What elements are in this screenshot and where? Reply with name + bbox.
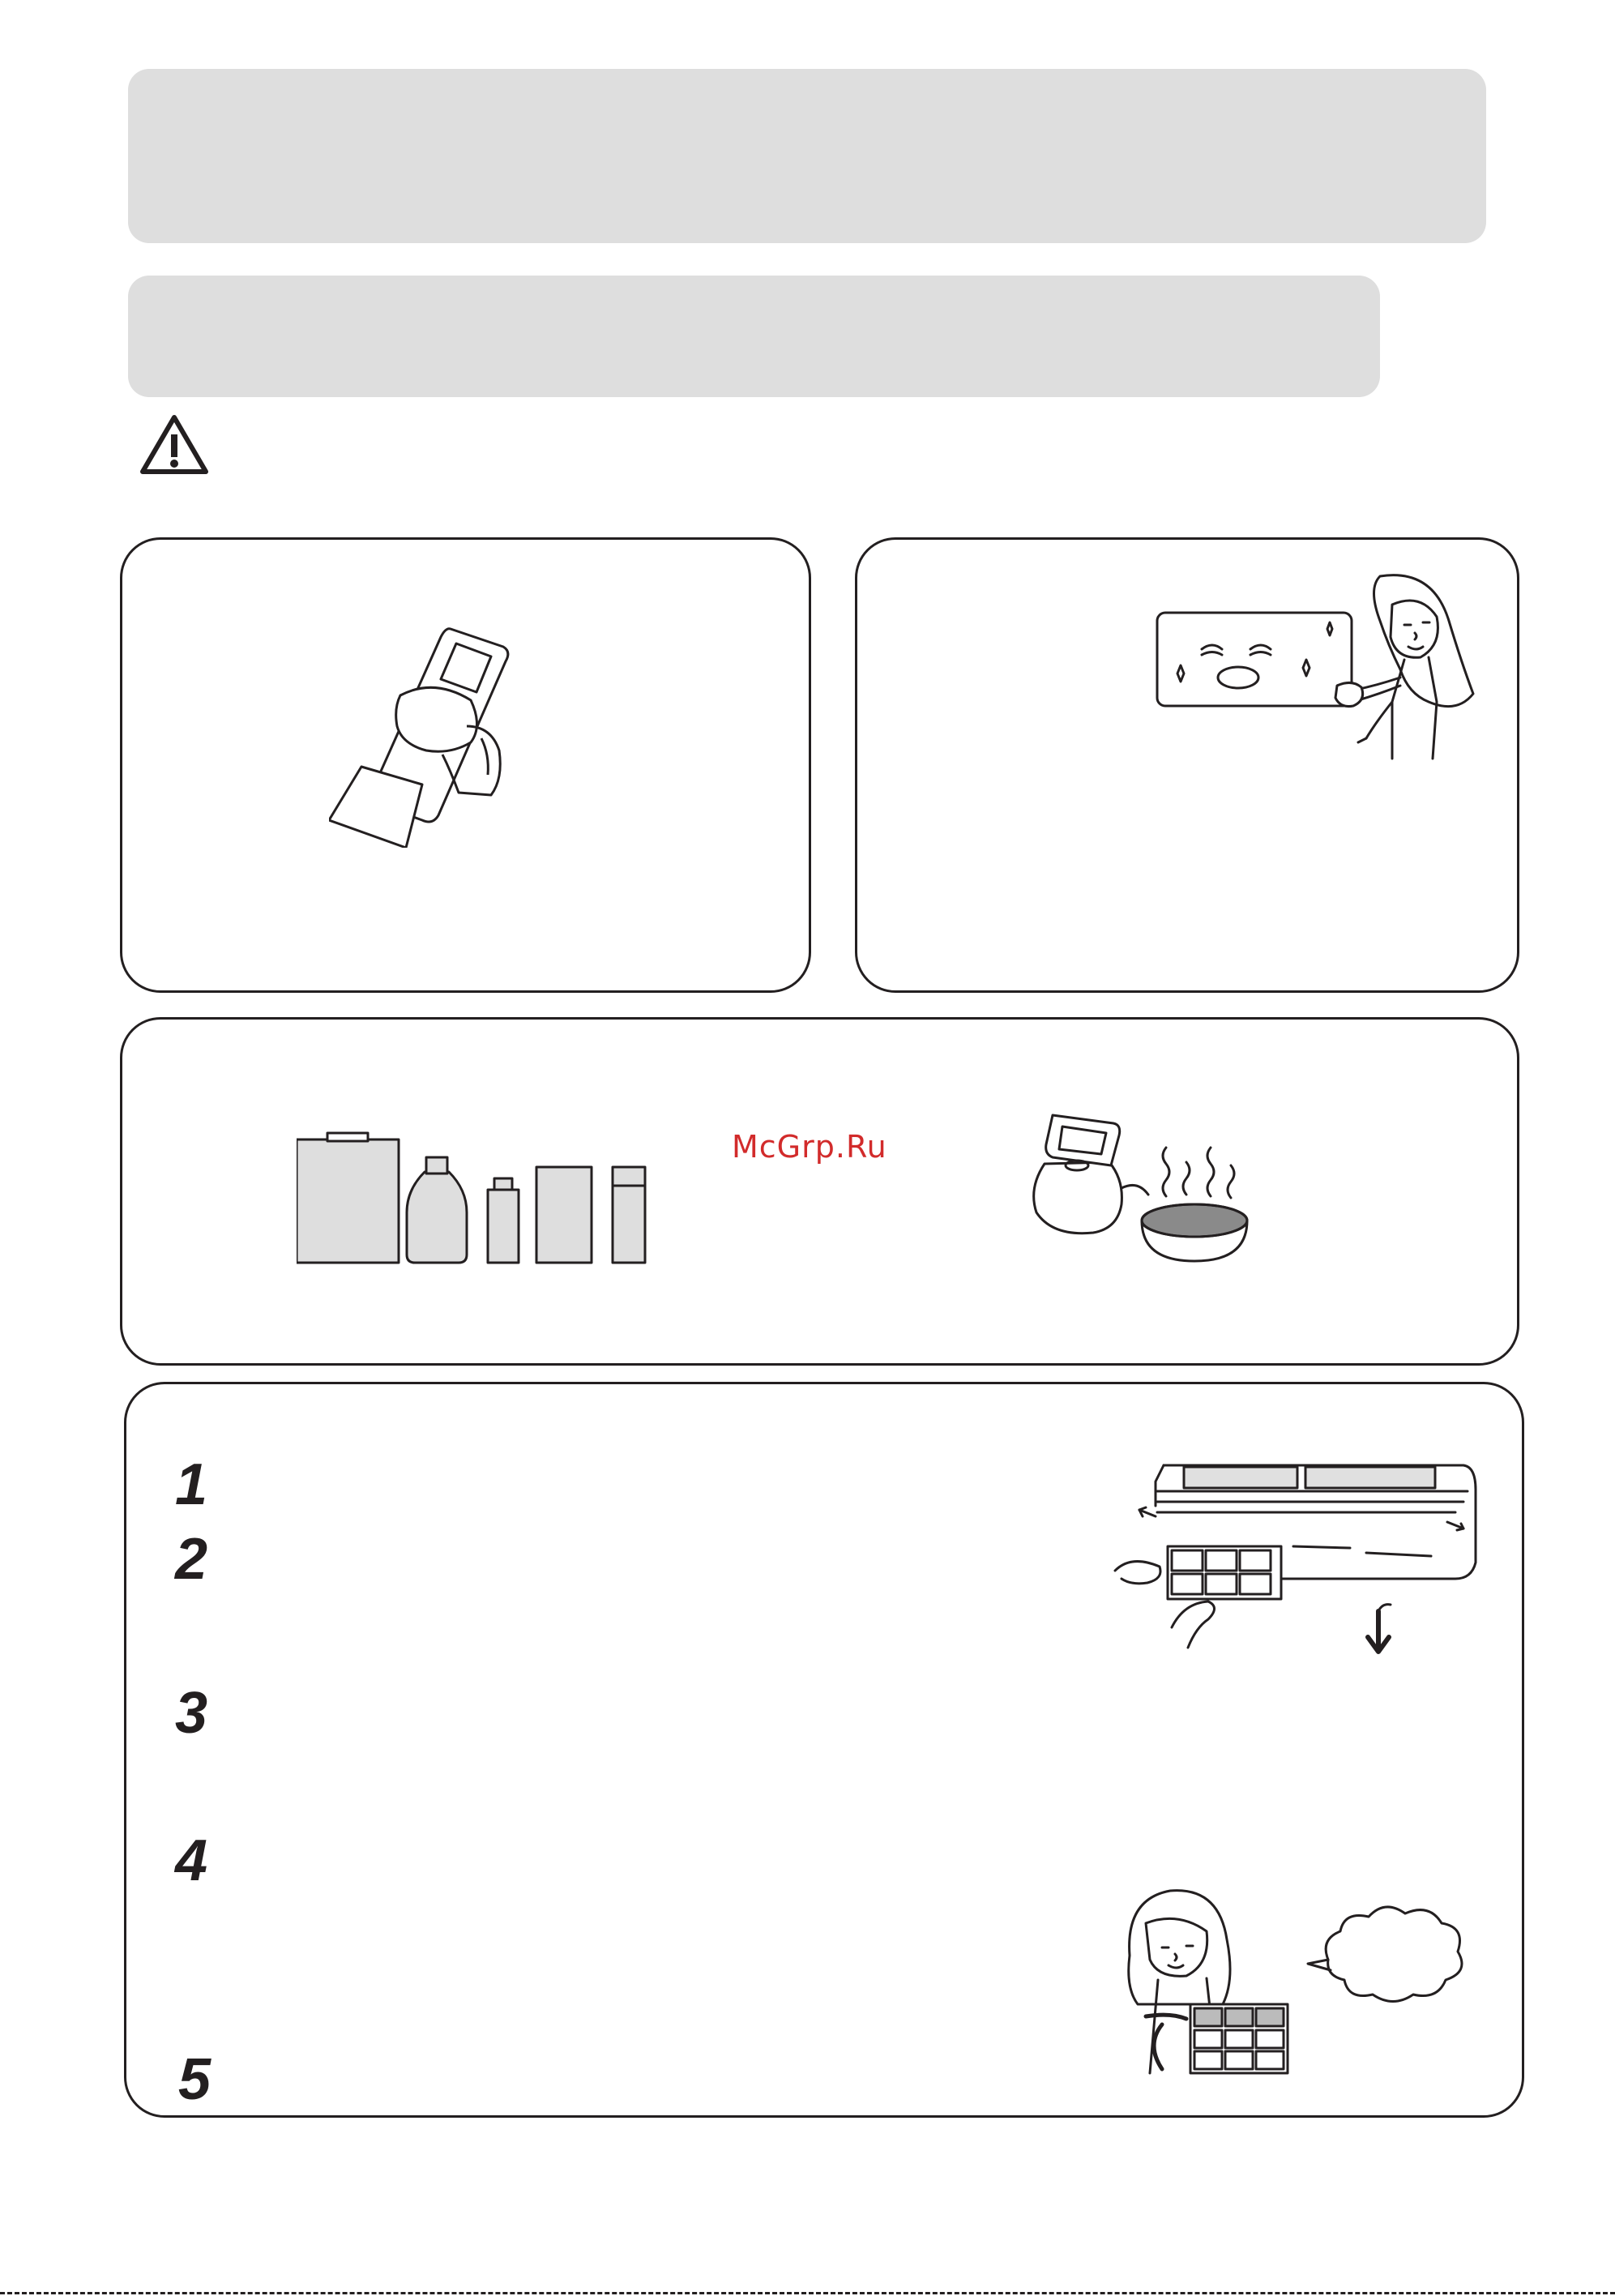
cleaning-agents-panel (120, 1017, 1519, 1366)
title-band (128, 69, 1486, 243)
unit-cleaning-panel (855, 537, 1519, 993)
warning-triangle-icon (139, 413, 209, 475)
filter-cleaning-panel (124, 1382, 1524, 2118)
step-number-4: 4 (175, 1828, 208, 1893)
page-bottom-rule (0, 2292, 1615, 2294)
remote-cleaning-panel (120, 537, 811, 993)
step-number-1: 1 (175, 1452, 208, 1517)
hot-water-kettle-illustration (1020, 1099, 1263, 1277)
watermark-text: McGrp.Ru (732, 1129, 887, 1165)
chemical-containers-illustration (297, 1125, 653, 1267)
step-number-2: 2 (175, 1527, 208, 1592)
subtitle-band (128, 276, 1380, 397)
filter-removal-illustration (1107, 1457, 1480, 1660)
woman-vacuuming-filter-illustration (1113, 1883, 1486, 2077)
step-number-5: 5 (178, 2047, 211, 2112)
woman-wiping-unit-illustration (1149, 572, 1489, 791)
remote-wipe-illustration (329, 605, 540, 848)
step-number-3: 3 (175, 1681, 208, 1746)
